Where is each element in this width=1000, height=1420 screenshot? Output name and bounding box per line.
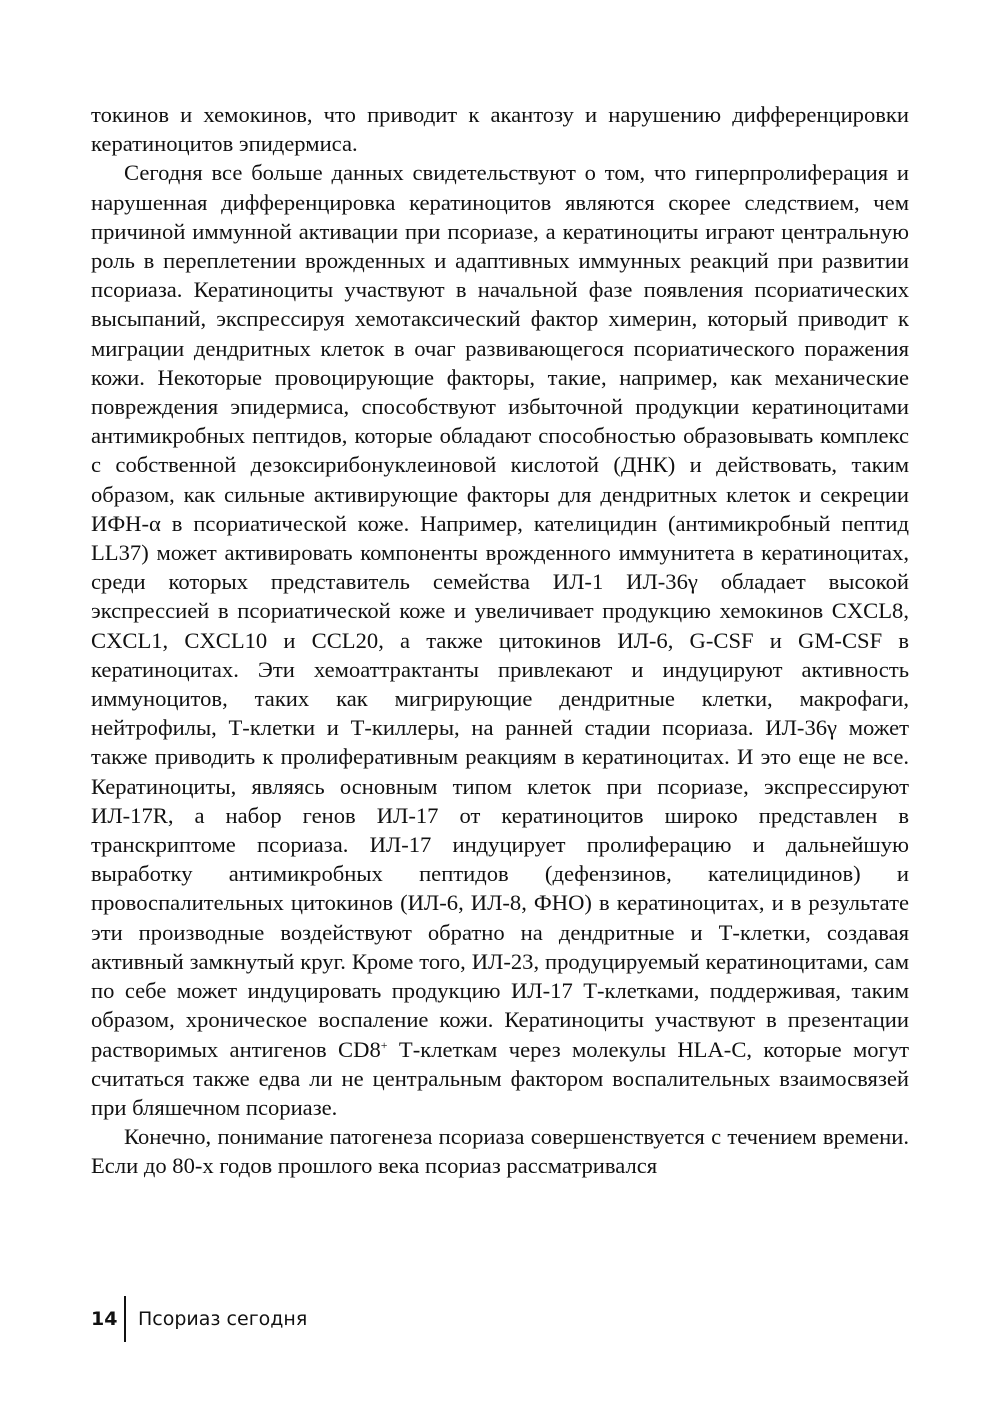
paragraph-text-end: Т-клеткам через молекулы HLA-C, которые могут считаться также едва ли не центральным фактором воспалительных взаимосвязей при бляшечном псориазе.: [91, 1036, 909, 1120]
running-title: Псориаз сегодня: [138, 1308, 308, 1330]
paragraph-keratinocytes: [91, 158, 909, 1122]
page-number: 14: [91, 1308, 118, 1330]
paragraph-text: Сегодня все больше данных свидетельствуют о том, что гиперпролиферация и нарушенная дифференцировка кератиноцитов являются скорее следствием, чем причиной иммунной активации при псориазе, а кератиноциты играют центральную роль в переплетении врожденных и адаптивных иммунных реакций при развитии псориаза. Кератиноциты участвуют в начальной фазе появления псориатических высыпаний, экспрессируя хемотаксический фактор химерин, который приводит к миграции дендритных клеток в очаг развивающегося псориатического поражения кожи. Некоторые провоцирующие факторы, такие, например, как механические повреждения эпидермиса, способствуют избыточной продукции кератиноцитами антимикробных пептидов, которые обладают способностью образовывать комплекс с собственной дезоксирибонуклеиновой кислотой (ДНК) и действовать, таким образом, как сильные активирующие факторы для дендритных клеток и секреции ИФН-α в псориатической коже. Например, кателицидин (антимикробный пептид LL37) может активировать компоненты врожденного иммунитета в кератиноцитах, среди которых представитель семейства ИЛ-1 ИЛ-36γ обладает высокой экспрессией в псориатической коже и увеличивает продукцию хемокинов CXCL8, CXCL1, CXCL10 и CCL20, а также цитокинов ИЛ-6, G-CSF и GM-CSF в кератиноцитах. Эти хемоаттрактанты привлекают и индуцируют активность иммуноцитов, таких как мигрирующие дендритные клетки, макрофаги, нейтрофилы, Т-клетки и Т-киллеры, на ранней стадии псориаза. ИЛ-36γ может также приводить к пролиферативным реакциям в кератиноцитах. И это еще не все. Кератиноциты, являясь основным типом клеток при псориазе, экспрессируют ИЛ-17R, а набор генов ИЛ-17 от кератиноцитов широко представлен в транскриптоме псориаза. ИЛ-17 индуцирует пролиферацию и дальнейшую выработку антимикробных пептидов (дефензинов, кателицидинов) и провоспалительных цитокинов (ИЛ-6, ИЛ-8, ФНО) в кератиноцитах, и в результате эти производные воздействуют обратно на дендритные и Т-клетки, создавая активный замкнутый круг. Кроме того, ИЛ-23, продуцируемый кератиноцитами, сам по себе может индуцировать продукцию ИЛ-17 Т-клетками, поддерживая, таким образом, хроническое воспаление кожи. Кератиноциты участвуют в презентации растворимых антигенов CD8: [91, 160, 909, 1062]
footer-divider: [124, 1296, 126, 1342]
paragraph-pathogenesis: Конечно, понимание патогенеза псориаза совершенствуется с течением времени. Если до 80-х годов прошлого века псориаз рассматривался: [91, 1124, 909, 1179]
page-footer: [91, 1296, 307, 1342]
superscript-plus: +: [380, 1037, 388, 1052]
body-text: [91, 100, 909, 1181]
paragraph-continued: токинов и хемокинов, что приводит к акантозу и нарушению дифференцировки кератиноцитов эпидермиса.: [91, 102, 909, 157]
